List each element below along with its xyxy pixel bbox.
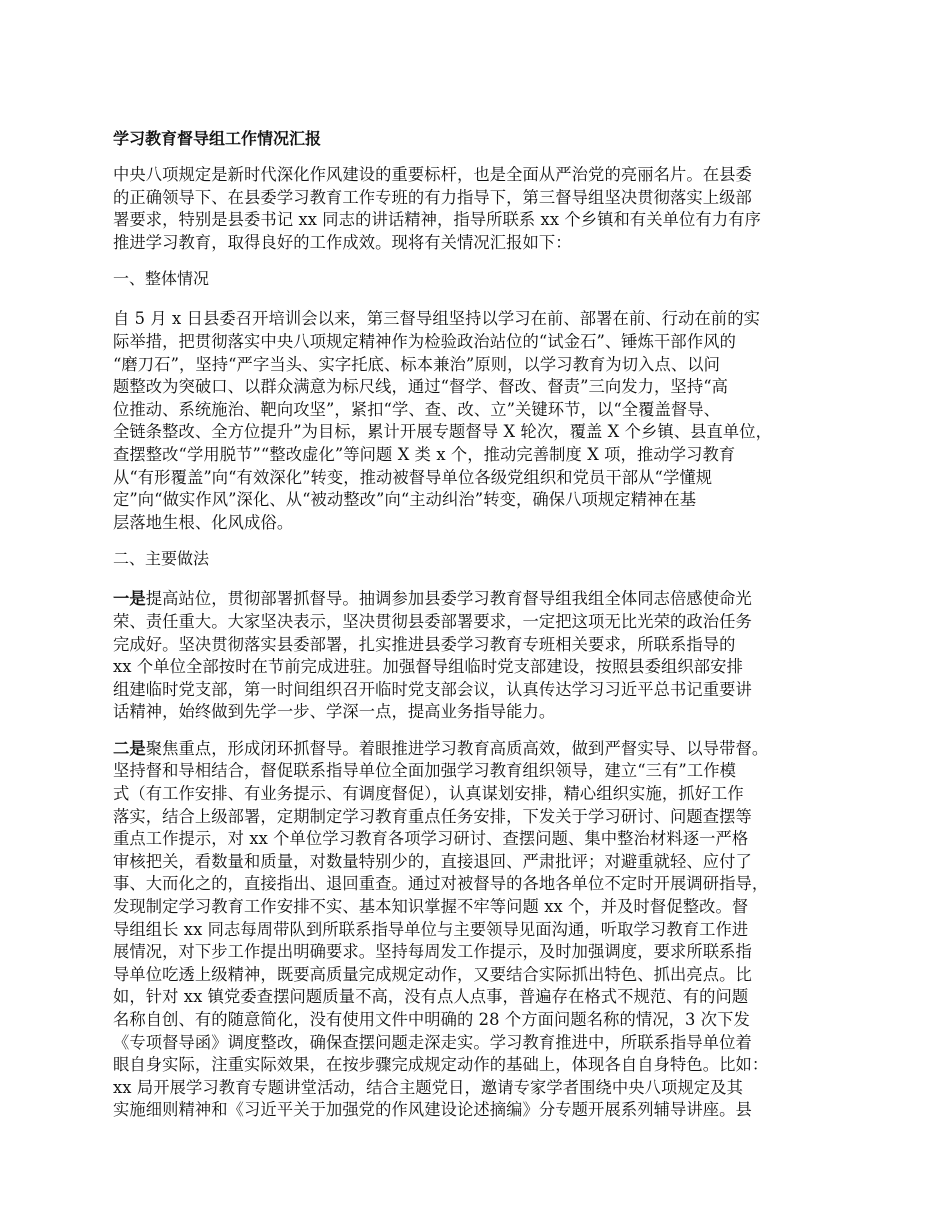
paragraph-line <box>113 588 853 611</box>
paragraph-line: 名称自创、有的随意简化，没有使用文件中明确的 28 个方面问题名称的情况，3 次下发 <box>113 1010 750 1029</box>
item-first-line: 聚焦重点，形成闭环抓督导。着眼推进学习教育高质高效，做到严督实导、以导带督。 <box>145 738 769 758</box>
paragraph-line: 全链条整改、全方位提升”为目标，累计开展专题督导 X 轮次，覆盖 X 个乡镇、县直单位， <box>113 422 773 442</box>
paragraph-line: 落实，结合上级部署，定期制定学习教育重点任务安排，下发关于学习研讨、问题查摆等 <box>113 806 752 826</box>
paragraph-line: 推进学习教育，取得良好的工作成效。现将有关情况汇报如下： <box>113 232 572 252</box>
paragraph-line: 从“有形覆盖”向“有效深化”转变，推动被督导单位各级党组织和党员干部从“学懂规 <box>113 467 713 487</box>
paragraph-line: 完成好。坚决贯彻落实县委部署，扎实推进县委学习教育专班相关要求，所联系指导的 <box>113 634 736 654</box>
paragraph-line: 展情况，对下步工作提出明确要求。坚持每周发工作提示，及时加强调度，要求所联系指 <box>113 942 752 962</box>
paragraph-line: 定”向“做实作风”深化、从“被动整改”向“主动纠治”转变，确保八项规定精神在基 <box>113 490 697 510</box>
paragraph-line: 导单位吃透上级精神，既要高质量完成规定动作，又要结合实际抓出特色、抓出亮点。比 <box>113 964 752 984</box>
paragraph-line: “磨刀石”，坚持“严字当头、实字托底、标本兼治”原则，以学习教育为切入点、以问 <box>113 354 721 374</box>
paragraph-line: 际举措，把贯彻落实中央八项规定精神作为检验政治站位的“试金石”、锤炼干部作风的 <box>113 331 736 351</box>
paragraph-line: xx 局开展学习教育专题讲堂活动，结合主题党日，邀请专家学者围绕中央八项规定及其 <box>113 1077 743 1097</box>
paragraph-line: 发现制定学习教育工作安排不实、基本知识掌握不牢等问题 xx 个，并及时督促整改。督 <box>113 897 749 917</box>
paragraph-line: 中央八项规定是新时代深化作风建设的重要标杆，也是全面从严治党的亮丽名片。在县委 <box>113 165 752 184</box>
paragraph-line: 式（有工作安排、有业务提示、有调度督促），认真谋划安排，精心组织实施，抓好工作 <box>113 784 744 804</box>
paragraph-line: 重点工作提示，对 xx 个单位学习教育各项学习研讨、查摆问题、集中整治材料逐一严格 <box>113 829 749 849</box>
item-lead: 二是 <box>113 738 146 758</box>
section-heading-methods: 二、主要做法 <box>113 549 210 569</box>
item-first-line: 提高站位，贯彻部署抓督导。抽调参加县委学习教育督导组我组全体同志倍感使命光 <box>145 589 752 609</box>
paragraph-line: 《专项督导函》调度整改，确保查摆问题走深走实。学习教育推进中，所联系指导单位着 <box>113 1032 752 1052</box>
paragraph-line <box>113 738 853 761</box>
item-lead: 一是 <box>113 589 146 609</box>
paragraph-line: 审核把关，看数量和质量，对数量特别少的，直接退回、严肃批评；对避重就轻、应付了 <box>113 851 752 871</box>
method-item-2 <box>113 738 853 1122</box>
paragraph-line: 查摆整改“学用脱节”“整改虚化”等问题 X 类 x 个，推动完善制度 X 项，推动学习教育 <box>113 444 736 464</box>
paragraph-line: 荣、责任重大。大家坚决表示，坚决贯彻县委部署要求，一定把这项无比光荣的政治任务 <box>113 611 752 631</box>
paragraph-line: 题整改为突破口、以群众满意为标尺线，通过“督学、督改、督责”三向发力，坚持“高 <box>113 377 728 397</box>
paragraph-line: 组建临时党支部，第一时间组织召开临时党支部会议，认真传达学习习近平总书记重要讲 <box>113 679 752 699</box>
paragraph-line: 的正确领导下、在县委学习教育工作专班的有力指导下，第三督导组坚决贯彻落实上级部 <box>113 187 752 207</box>
paragraph-line: 署要求，特别是县委书记 xx 同志的讲话精神，指导所联系 xx 个乡镇和有关单位有力有序 <box>113 210 761 230</box>
paragraph-line: 事、大而化之的，直接指出、退回重查。通过对被督导的各地各单位不定时开展调研指导， <box>113 874 769 894</box>
paragraph-line: 层落地生根、化风成俗。 <box>113 512 294 532</box>
document-page <box>113 128 853 1136</box>
paragraph-line: 实施细则精神和《习近平关于加强党的作风建设论述摘编》分专题开展系列辅导讲座。县 <box>113 1100 752 1120</box>
overall-paragraph <box>113 308 853 534</box>
document-title: 学习教育督导组工作情况汇报 <box>113 129 322 148</box>
paragraph-line: 眼自身实际，注重实际效果，在按步骤完成规定动作的基础上，体现各自自身特色。比如： <box>113 1055 769 1075</box>
intro-paragraph <box>113 164 853 254</box>
method-item-1 <box>113 588 853 724</box>
paragraph-line: 导组组长 xx 同志每周带队到所联系指导单位与主要领导见面沟通，听取学习教育工作进 <box>113 919 749 939</box>
paragraph-line: 位推动、系统施治、靶向攻坚”，紧扣“学、查、改、立”关键环节，以“全覆盖督导、 <box>113 399 721 419</box>
paragraph-line: 如，针对 xx 镇党委查摆问题质量不高，没有点人点事，普遍存在格式不规范、有的问题 <box>113 987 749 1007</box>
section-heading-overall: 一、整体情况 <box>113 269 210 289</box>
paragraph-line: 自 5 月 x 日县委召开培训会以来，第三督导组坚持以学习在前、部署在前、行动在前的实 <box>113 309 760 329</box>
paragraph-line: 话精神，始终做到先学一步、学深一点，提高业务指导能力。 <box>113 702 556 722</box>
paragraph-line: 坚持督和导相结合，督促联系指导单位全面加强学习教育组织领导，建立“三有”工作模 <box>113 761 736 781</box>
paragraph-line: xx 个单位全部按时在节前完成进驻。加强督导组临时党支部建设，按照县委组织部安排 <box>113 657 743 677</box>
